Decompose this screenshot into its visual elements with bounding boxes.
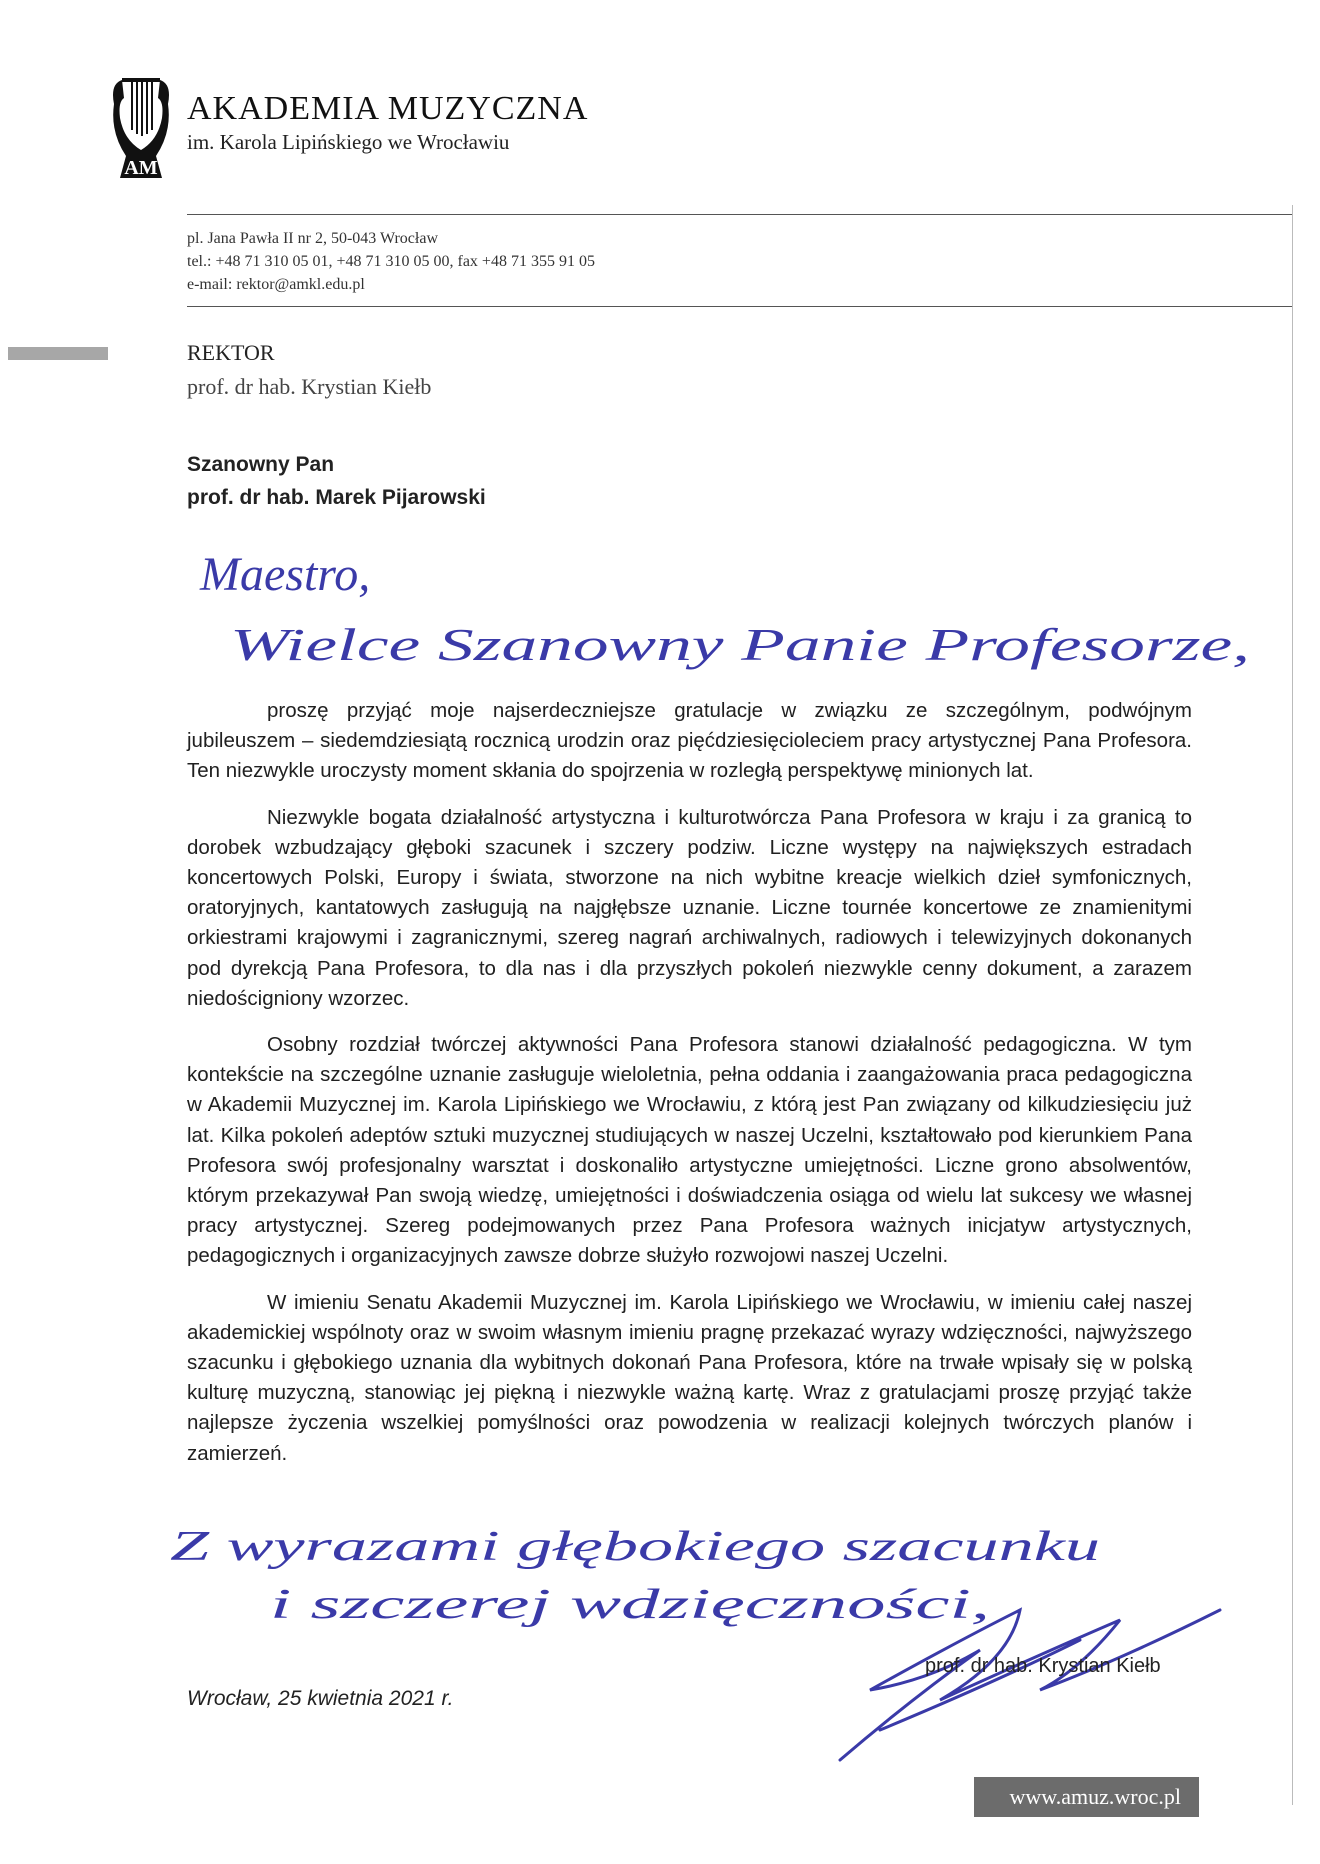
closing-line-1: Z wyrazami głębokiego szacunku [170, 1524, 1100, 1570]
addressee-block [187, 448, 486, 514]
side-marker-bar [8, 347, 108, 360]
contact-email: e-mail: rektor@amkl.edu.pl [187, 276, 365, 293]
paragraph-3: Osobny rozdział twórczej aktywności Pana Profesora stanowi działalność pedagogiczna. W tym kontekście na szczególne uznanie zasługuje wieloletnia, pełna oddania i zaangażowania praca pedagogiczna w Akademii Muzycznej im. Karola Lipińskiego we Wrocławiu, z którą jest Pan związany od kilkudziesięciu już lat. Kilka pokoleń adeptów sztuki muzycznej studiujących w naszej Uczelni, kształtowało pod kierunkiem Pana Profesora swój profesjonalny warsztat i doskonaliło artystyczne umiejętności. Liczne grono absolwentów, którym przekazywał Pan swoją wiedzę, umiejętności i doświadczenia osiąga od wielu lat sukcesy we własnej pracy artystycznej. Szereg podejmowanych przez Pana Profesora ważnych inicjatyw artystycznych, pedagogicznych i organizacyjnych zawsze dobrze służyło rozwojowi naszej Uczelni. [187, 1033, 1192, 1268]
header-divider-bottom [187, 306, 1293, 307]
contact-phone: tel.: +48 71 310 05 01, +48 71 310 05 00, fax +48 71 355 91 05 [187, 253, 595, 270]
footer-url: www.amuz.wroc.pl [974, 1777, 1199, 1817]
institution-name: AKADEMIA MUZYCZNA [187, 90, 589, 127]
closing-line-2: i szczerej wdzięczności, [270, 1582, 990, 1628]
signature-printed-name: prof. dr hab. Krystian Kiełb [925, 1655, 1161, 1677]
contact-address: pl. Jana Pawła II nr 2, 50-043 Wrocław [187, 230, 438, 247]
page-edge-line [1292, 205, 1293, 1805]
salutation-line-1: Maestro, [200, 548, 371, 601]
institution-subtitle: im. Karola Lipińskiego we Wrocławiu [187, 130, 510, 154]
paragraph-1: proszę przyjąć moje najserdeczniejsze gratulacje w związku ze szczególnym, podwójnym jubileuszem – siedemdziesiątą rocznicą urodzin oraz pięćdziesięcioleciem pracy artystycznej Pana Profesora. Ten niezwykle uroczysty moment skłania do spojrzenia w rozległą perspektywę minionych lat. [187, 699, 1192, 783]
addressee-line-1: Szanowny Pan [187, 453, 335, 476]
sender-name: prof. dr hab. Krystian Kiełb [187, 374, 432, 399]
letter-body [187, 696, 1192, 1469]
logo-letters: AM [124, 157, 158, 179]
salutation-line-2: Wielce Szanowny Panie Profesorze, [230, 619, 1250, 670]
lyre-logo-icon [106, 78, 176, 180]
sender-title: REKTOR [187, 340, 275, 365]
handwritten-salutation [190, 540, 1290, 700]
header-divider-top [187, 214, 1293, 215]
letter-date: Wrocław, 25 kwietnia 2021 r. [187, 1687, 454, 1710]
addressee-line-2: prof. dr hab. Marek Pijarowski [187, 486, 486, 509]
paragraph-4: W imieniu Senatu Akademii Muzycznej im. Karola Lipińskiego we Wrocławiu, w imieniu całej naszej akademickiej wspólnoty oraz w swoim własnym imieniu pragnę przekazać wyrazy wdzięczności, najwyższego szacunku i głębokiego uznania dla wybitnych dokonań Pana Profesora, które na trwałe wpisały się w polską kulturę muzyczną, stanowiąc jej piękną i niezwykle ważną kartę. Wraz z gratulacjami proszę przyjąć także najlepsze życzenia wszelkiej pomyślności oraz powodzenia w realizacji kolejnych twórczych planów i zamierzeń. [187, 1290, 1192, 1465]
paragraph-2: Niezwykle bogata działalność artystyczna i kulturotwórcza Pana Profesora w kraju i za granicą to dorobek wzbudzający głęboki szacunek i szczery podziw. Liczne występy na największych estradach koncertowych Polski, Europy i świata, stworzone na nich wybitne kreacje wielkich dzieł symfonicznych, oratoryjnych, kantatowych zasługują na najgłębsze uznanie. Liczne tournée koncertowe ze znamienitymi orkiestrami krajowymi i zagranicznymi, szereg nagrań archiwalnych, radiowych i telewizyjnych dokonanych pod dyrekcją Pana Profesora, to dla nas i dla przyszłych pokoleń niezwykle cenny dokument, a zarazem niedościgniony wzorzec. [187, 805, 1192, 1010]
